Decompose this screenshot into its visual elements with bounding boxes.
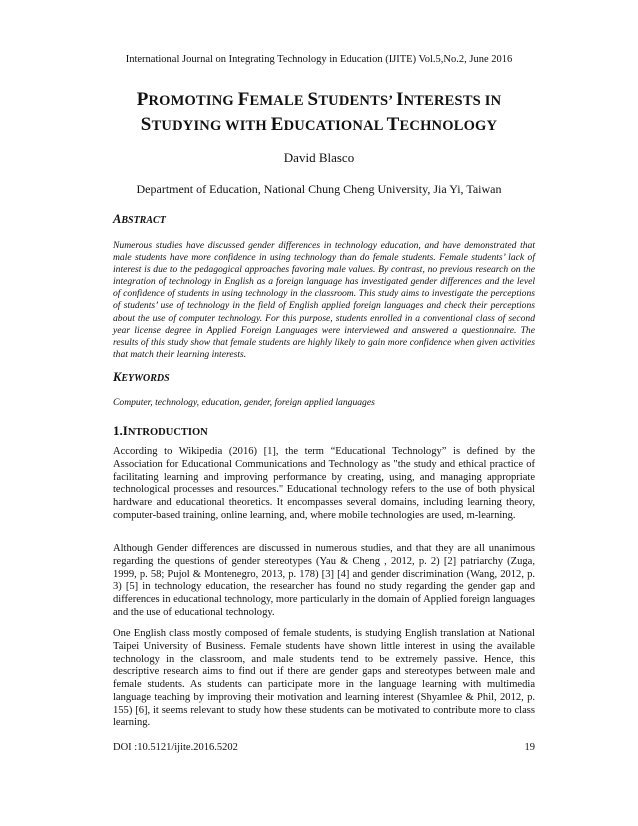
title-cap: S: [140, 114, 152, 135]
title-smallcaps: DUCATIONAL: [283, 118, 387, 134]
author-affiliation: Department of Education, National Chung Cheng University, Jia Yi, Taiwan: [136, 182, 502, 196]
title-cap: S: [307, 89, 319, 110]
abstract-text: Numerous studies have discussed gender differences in technology education, and have demonstrated that male students have more confidence in using technology than do female students. Female students’ lack of interest is due to the pedagogical approaches favoring male values. By contrast, no previous research on the integration of technology in English as a foreign language has investigated gender differences and the level of confidence of students in using technology in the classroom. This study aims to investigate the perceptions of students’ use of technology in the field of English applied foreign languages and check their perceptions about the use of computer technology. For this purpose, students enrolled in a conventional class of second year license degree in Applied Foreign Languages were interviewed and answered a questionnaire. The results of this study show that female students are highly likely to gain more confidence when given activities that match their learning interests.: [113, 240, 535, 360]
title-cap: I: [395, 89, 404, 110]
paper-title: [0, 88, 638, 138]
title-cap: T: [386, 114, 400, 135]
intro-paragraph-3: One English class mostly composed of female students, is studying English translation at National Taipei University of Business. Female students have shown little interest in using the available technology in the classroom, and male students tend to be extremely passive. Hence, this descriptive research aims to find out if there are gender gaps and stereotypes between male and female students. As students can participate more in the language learning with multimedia language teaching by improving their motivation and learning interest (Shyamlee & Phil, 2012, p. 155) [6], it seems relevant to study how these students can be motivated to contribute more to class learning.: [113, 628, 535, 729]
title-line-2: [0, 113, 638, 138]
keywords-heading-rest: EYWORDS: [121, 373, 170, 384]
page-number: 19: [524, 742, 535, 753]
abstract-heading-cap: A: [113, 212, 122, 226]
introduction-heading-rest: NTRODUCTION: [127, 427, 208, 438]
author-name: David Blasco: [283, 150, 355, 165]
title-line-1: [0, 88, 638, 113]
introduction-heading-number: 1.: [113, 423, 123, 438]
title-cap: F: [237, 89, 250, 110]
journal-header: International Journal on Integrating Technology in Education (IJITE) Vol.5,No.2, June 2016: [125, 54, 513, 65]
intro-paragraph-1: According to Wikipedia (2016) [1], the term “Educational Technology” is defined by the Association for Educational Communications and Technology as "the study and ethical practice of facilitating learning and improving performance by creating, using, and managing appropriate technological processes and resources." Educational technology refers to the use of both physical hardware and educational theoretics. It encompasses several domains, including learning theory, computer-based training, online learning, and, where mobile technologies are used, m-learning.: [113, 446, 535, 521]
abstract-heading: [113, 212, 166, 227]
title-smallcaps: NTERESTS IN: [403, 93, 502, 109]
title-cap: E: [270, 114, 284, 135]
title-smallcaps: EMALE: [249, 93, 308, 109]
title-smallcaps: ECHNOLOGY: [399, 118, 498, 134]
title-smallcaps: TUDENTS’: [318, 93, 396, 109]
intro-paragraph-2: Although Gender differences are discussed in numerous studies, and that they are all unanimous regarding the questions of gender stereotypes (Yau & Cheng , 2012, p. 2) [2] patriarchy (Zuga, 1999, p. 58; Pujol & Montenegro, 2013, p. 178) [3] [4] and gender discrimination (Wang, 2012, p. 3) [5] in technology education, the researcher has found no study regarding the gender gap and differences in educational technology, more particularly in the domain of Applied foreign languages and the use of educational technology.: [113, 543, 535, 618]
doi-text: DOI :10.5121/ijite.2016.5202: [113, 742, 238, 753]
title-smallcaps: TUDYING WITH: [151, 118, 271, 134]
title-smallcaps: ROMOTING: [148, 93, 238, 109]
introduction-heading-cap: I: [122, 423, 128, 438]
abstract-heading-rest: BSTRACT: [121, 215, 166, 226]
keywords-text: Computer, technology, education, gender, foreign applied languages: [113, 397, 375, 408]
title-cap: P: [136, 89, 149, 110]
keywords-heading-cap: K: [113, 370, 122, 384]
introduction-heading: [113, 423, 208, 439]
page-footer: [113, 742, 535, 753]
keywords-heading: [113, 370, 170, 385]
